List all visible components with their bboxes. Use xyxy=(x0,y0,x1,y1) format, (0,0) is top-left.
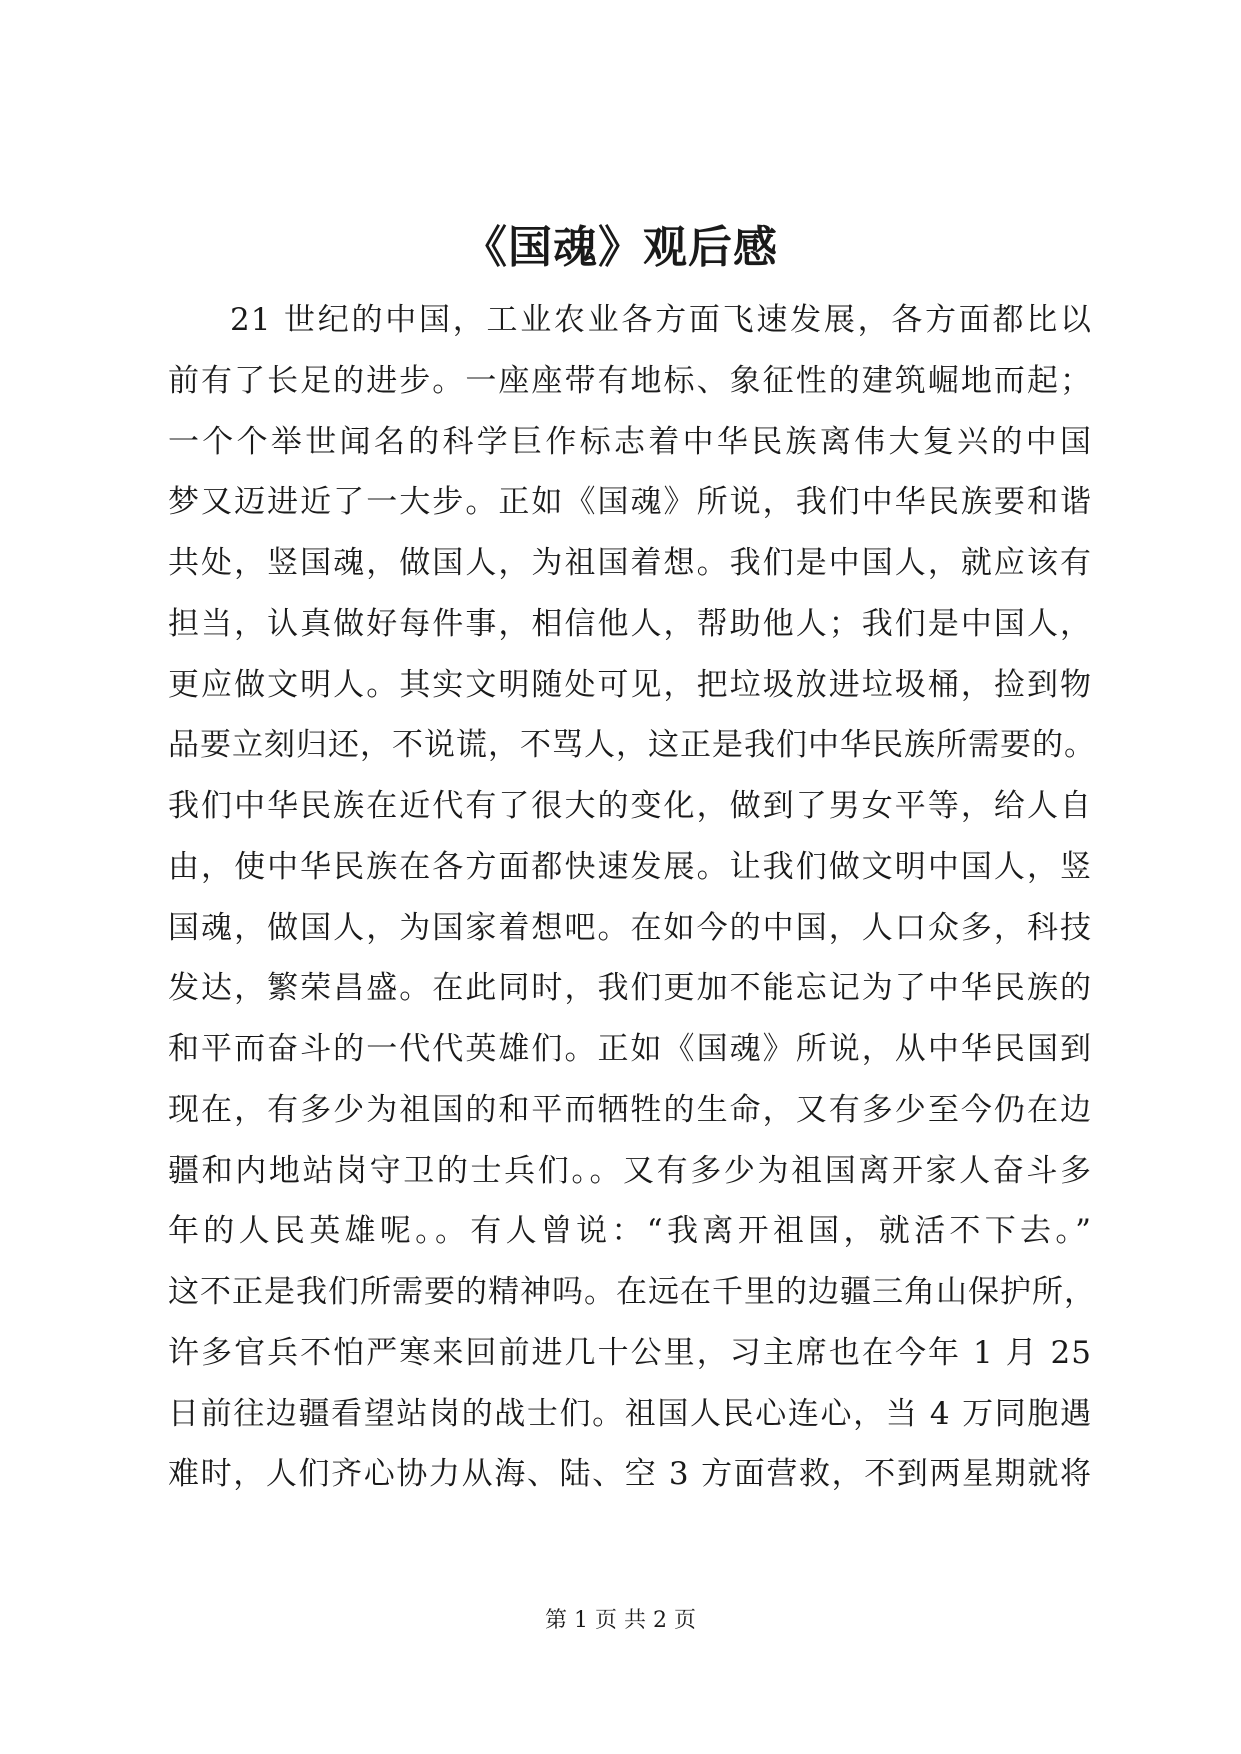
body-line: 难时，人们齐心协力从海、陆、空 3 方面营救，不到两星期就将 xyxy=(168,1456,1092,1493)
body-line: 年的人民英雄呢。。有人曾说：“我离开祖国，就活不下去。” xyxy=(168,1213,1092,1250)
body-line: 前有了长足的进步。一座座带有地标、象征性的建筑崛地而起； xyxy=(168,362,1092,399)
body-line: 共处，竖国魂，做国人，为祖国着想。我们是中国人，就应该有 xyxy=(168,545,1092,581)
body-line: 现在，有多少为祖国的和平而牺牲的生命，又有多少至今仍在边 xyxy=(168,1091,1092,1128)
document-title: 《国魂》观后感 xyxy=(463,222,778,273)
body-line: 疆和内地站岗守卫的士兵们。。又有多少为祖国离开家人奋斗多 xyxy=(168,1152,1092,1189)
body-line: 日前往边疆看望站岗的战士们。祖国人民心连心，当 4 万同胞遇 xyxy=(168,1395,1092,1432)
body-line: 国魂，做国人，为国家着想吧。在如今的中国，人口众多，科技 xyxy=(168,909,1092,946)
body-line: 担当，认真做好每件事，相信他人，帮助他人；我们是中国人， xyxy=(168,605,1092,642)
body-line: 和平而奋斗的一代代英雄们。正如《国魂》所说，从中华民国到 xyxy=(168,1031,1092,1067)
body-line: 梦又迈进近了一大步。正如《国魂》所说，我们中华民族要和谐 xyxy=(168,484,1092,521)
body-line: 品要立刻归还，不说谎，不骂人，这正是我们中华民族所需要的。 xyxy=(168,727,1096,764)
body-line: 我们中华民族在近代有了很大的变化，做到了男女平等，给人自 xyxy=(168,788,1092,824)
body-line: 由，使中华民族在各方面都快速发展。让我们做文明中国人，竖 xyxy=(168,848,1092,885)
page-number-footer: 第 1 页 共 2 页 xyxy=(545,1608,696,1633)
body-line: 更应做文明人。其实文明随处可见，把垃圾放进垃圾桶，捡到物 xyxy=(168,666,1092,703)
body-line: 一个个举世闻名的科学巨作标志着中华民族离伟大复兴的中国 xyxy=(168,423,1092,460)
body-line: 这不正是我们所需要的精神吗。在远在千里的边疆三角山保护所， xyxy=(168,1274,1096,1310)
body-line: 发达，繁荣昌盛。在此同时，我们更加不能忘记为了中华民族的 xyxy=(168,970,1092,1007)
document-body xyxy=(168,290,1096,1505)
body-line: 21 世纪的中国，工业农业各方面飞速发展，各方面都比以 xyxy=(230,302,1092,338)
body-line: 许多官兵不怕严寒来回前进几十公里，习主席也在今年 1 月 25 xyxy=(168,1334,1092,1371)
